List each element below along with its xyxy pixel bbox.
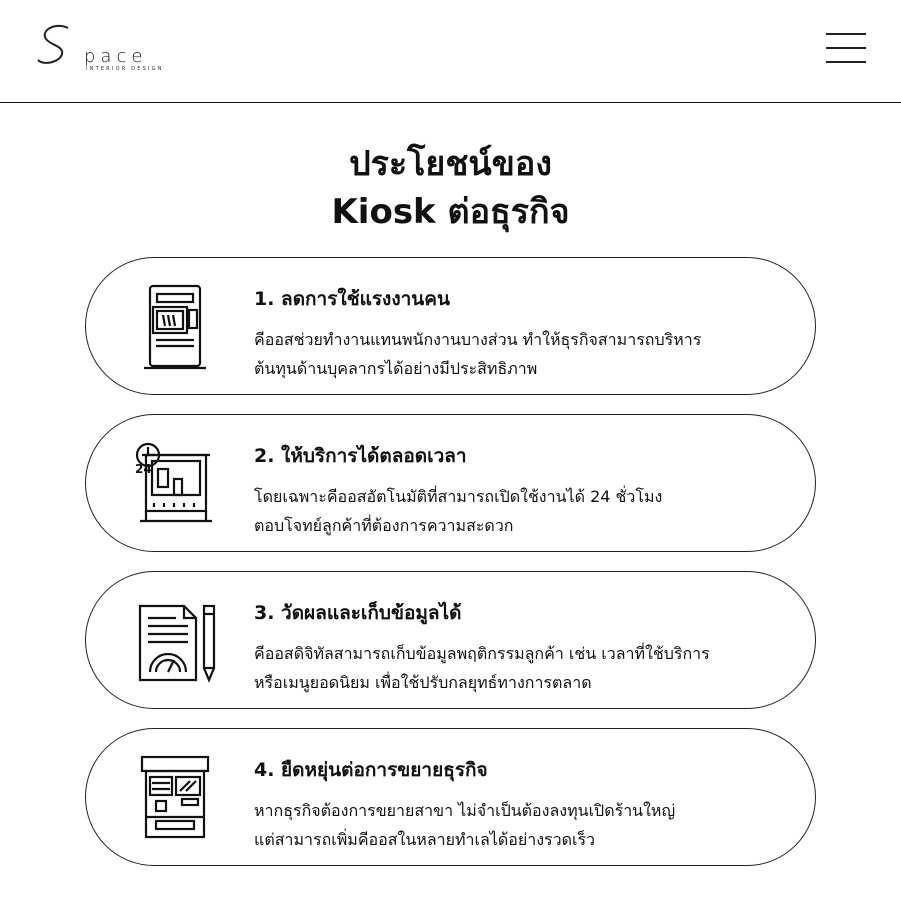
benefit-description-line-1: คีออสช่วยทำงานแทนพนักงานบางส่วน ทำให้ธุรกิจสามารถบริหาร [254, 330, 702, 349]
benefit-heading: 3. วัดผลและเก็บข้อมูลได้ [254, 602, 462, 624]
page-title-line-2: Kiosk ต่อธุรกิจ [331, 192, 570, 232]
benefit-heading: 2. ให้บริการได้ตลอดเวลา [254, 445, 467, 467]
benefit-description-line-1: โดยเฉพาะคีออสอัตโนมัติที่สามารถเปิดใช้งานได้ 24 ชั่วโมง [254, 487, 663, 506]
benefit-heading: 4. ยืดหยุ่นต่อการขยายธุรกิจ [254, 759, 488, 781]
benefit-card-3 [85, 571, 816, 709]
benefit-card-1 [85, 257, 816, 395]
24-hour-label: 24 [135, 462, 152, 476]
logo-subtitle: INTERIOR DESIGN [86, 66, 164, 72]
benefit-description-line-2: แต่สามารถเพิ่มคีออสในหลายทำเลได้อย่างรวดเร็ว [254, 830, 596, 849]
page-title [0, 140, 901, 236]
24-hour-kiosk-icon [132, 439, 218, 529]
report-gauge-pencil-icon [132, 596, 218, 686]
site-header [0, 0, 901, 103]
page-title-line-1: ประโยชน์ของ [349, 144, 552, 184]
benefit-description-line-2: ตอบโจทย์ลูกค้าที่ต้องการความสะดวก [254, 516, 514, 535]
vending-kiosk-icon [132, 753, 218, 843]
benefit-card-2 [85, 414, 816, 552]
benefit-description-line-1: คีออสดิจิทัลสามารถเก็บข้อมูลพฤติกรรมลูกค้า เช่น เวลาที่ใช้บริการ [254, 644, 710, 663]
benefit-description-line-1: หากธุรกิจต้องการขยายสาขา ไม่จำเป็นต้องลงทุนเปิดร้านใหญ่ [254, 801, 676, 820]
kiosk-machine-icon [132, 282, 218, 372]
benefit-description-line-2: ต้นทุนด้านบุคลากรได้อย่างมีประสิทธิภาพ [254, 359, 538, 378]
benefit-description-line-2: หรือเมนูยอดนิยม เพื่อใช้ปรับกลยุทธ์ทางการตลาด [254, 673, 592, 692]
benefit-card-4 [85, 728, 816, 866]
hamburger-menu-icon[interactable] [826, 33, 866, 65]
logo-wordmark: pace [84, 46, 148, 67]
space-logo[interactable] [36, 24, 176, 76]
benefit-heading: 1. ลดการใช้แรงงานคน [254, 288, 450, 310]
